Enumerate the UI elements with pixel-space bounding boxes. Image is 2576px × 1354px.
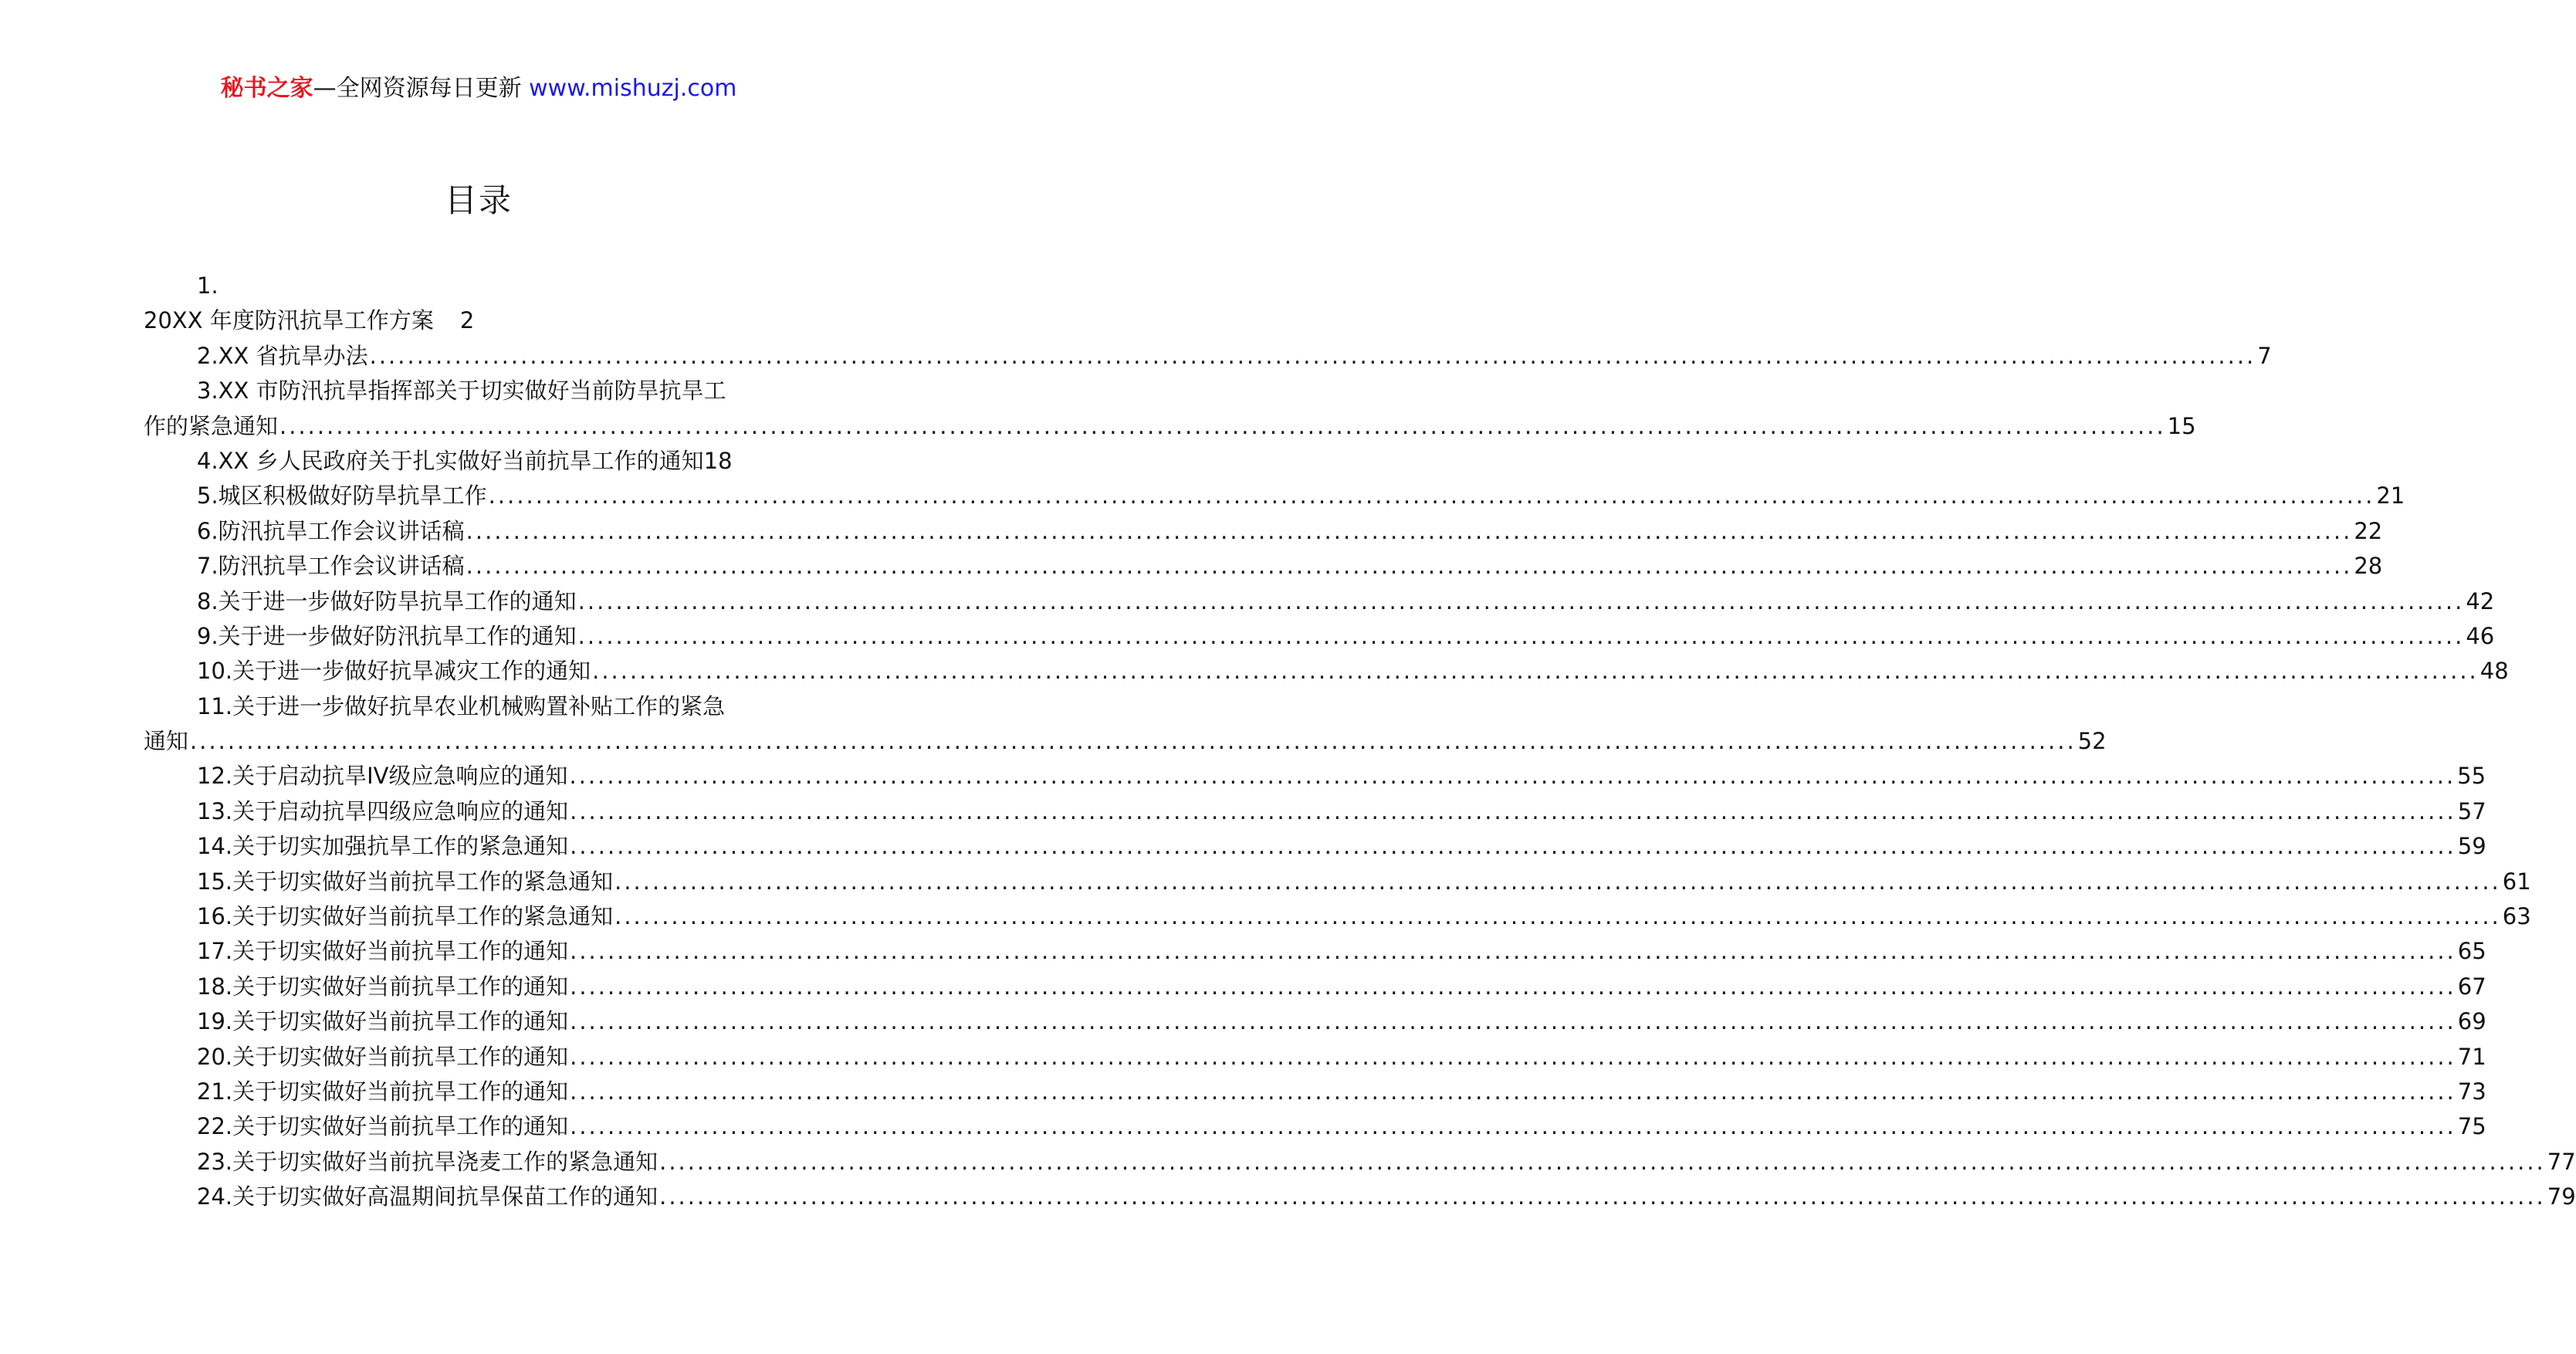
toc-entry-24[interactable] (144, 1180, 2576, 1214)
toc-entry-12[interactable] (144, 759, 2486, 794)
dot-leader (465, 549, 2354, 584)
toc-entry-1[interactable] (144, 303, 815, 338)
toc-entry-page: 73 (2457, 1078, 2486, 1105)
toc-entry-title: 23.关于切实做好当前抗旱浇麦工作的紧急通知 (197, 1148, 658, 1175)
toc-entry-16[interactable] (144, 899, 2531, 934)
site-link[interactable]: www.mishuzj.com (529, 75, 737, 102)
dot-leader (658, 1145, 2547, 1180)
toc-entry-page: 22 (2354, 517, 2383, 544)
toc-entry-1-number-line[interactable] (144, 269, 815, 303)
toc-entry-page: 69 (2457, 1008, 2486, 1035)
toc-entry-title: 17.关于切实做好当前抗旱工作的通知 (197, 938, 569, 965)
toc-entry-page: 46 (2466, 622, 2495, 649)
toc-entry-2[interactable] (144, 339, 2272, 374)
toc-entry-page: 57 (2457, 797, 2486, 824)
header-tagline: —全网资源每日更新 (313, 75, 522, 102)
toc-entry-13[interactable] (144, 794, 2486, 829)
toc-entry-title: 6.防汛抗旱工作会议讲话稿 (197, 517, 465, 544)
toc-entry-9[interactable] (144, 619, 2495, 654)
toc-entry-page: 15 (2167, 412, 2196, 439)
toc-entry-title: 作的紧急通知 (144, 412, 279, 439)
toc-entry-title: 12.关于启动抗旱IV级应急响应的通知 (197, 763, 568, 790)
toc-entry-11-line-1[interactable] (144, 689, 815, 724)
toc-entry-page: 28 (2354, 553, 2383, 580)
toc-entry-title: 通知 (144, 728, 189, 755)
toc-entry-title: 20XX 年度防汛抗旱工作方案 (144, 307, 434, 334)
toc-entry-title: 19.关于切实做好当前抗旱工作的通知 (197, 1008, 569, 1035)
toc-entry-17[interactable] (144, 934, 2486, 969)
toc-entry-3-line-1[interactable] (144, 374, 815, 408)
toc-entry-4[interactable] (144, 444, 815, 479)
toc-entry-19[interactable] (144, 1004, 2486, 1039)
toc-entry-title: 20.关于切实做好当前抗旱工作的通知 (197, 1043, 569, 1070)
toc-entry-page: 7 (2257, 342, 2272, 369)
toc-entry-title: 5.城区积极做好防旱抗旱工作 (197, 482, 487, 509)
toc-entry-15[interactable] (144, 865, 2531, 899)
toc-entry-page: 65 (2457, 938, 2486, 965)
toc-entry-8[interactable] (144, 584, 2495, 619)
toc-entry-page: 18 (703, 447, 733, 474)
toc-entry-page: 59 (2457, 833, 2486, 860)
table-of-contents (144, 269, 2576, 1215)
toc-entry-22[interactable] (144, 1109, 2486, 1144)
page-title: 目录 (444, 181, 513, 219)
toc-entry-title: 8.关于进一步做好防旱抗旱工作的通知 (197, 587, 577, 614)
toc-entry-page: 79 (2547, 1183, 2576, 1210)
toc-entry-title: 3.XX 市防汛抗旱指挥部关于切实做好当前防旱抗旱工 (197, 377, 726, 405)
dot-leader (568, 759, 2458, 794)
toc-entry-page: 75 (2457, 1113, 2486, 1140)
toc-entry-page: 71 (2457, 1043, 2486, 1070)
toc-entry-10[interactable] (144, 654, 2509, 689)
toc-entry-page: 63 (2502, 903, 2531, 930)
toc-entry-title: 22.关于切实做好当前抗旱工作的通知 (197, 1113, 569, 1140)
dot-leader (568, 1040, 2458, 1075)
toc-entry-page: 61 (2502, 868, 2531, 895)
dot-leader (465, 514, 2354, 549)
toc-entry-23[interactable] (144, 1145, 2576, 1180)
dot-leader (577, 584, 2466, 619)
toc-entry-title: 18.关于切实做好当前抗旱工作的通知 (197, 973, 569, 1000)
dot-leader (368, 339, 2258, 374)
dot-leader (487, 479, 2377, 513)
dot-leader (568, 1075, 2458, 1109)
brand-name: 秘书之家 (220, 75, 313, 102)
toc-entry-page: 21 (2376, 482, 2405, 509)
toc-entry-title: 15.关于切实做好当前抗旱工作的紧急通知 (197, 868, 614, 895)
toc-entry-3-line-2[interactable] (144, 409, 2196, 444)
dot-leader (188, 724, 2078, 759)
toc-entry-title: 4.XX 乡人民政府关于扎实做好当前抗旱工作的通知 (197, 447, 704, 474)
dot-leader (278, 409, 2168, 444)
toc-entry-title: 7.防汛抗旱工作会议讲话稿 (197, 553, 465, 580)
toc-entry-number: 1. (197, 272, 218, 299)
dot-leader (658, 1180, 2547, 1214)
toc-entry-20[interactable] (144, 1040, 2486, 1075)
toc-entry-6[interactable] (144, 514, 2383, 549)
toc-entry-page: 42 (2466, 587, 2495, 614)
dot-leader (568, 970, 2458, 1004)
toc-entry-title: 16.关于切实做好当前抗旱工作的紧急通知 (197, 903, 614, 930)
dot-leader (568, 829, 2458, 864)
dot-leader (568, 1109, 2458, 1144)
dot-leader (613, 865, 2503, 899)
toc-entry-page: 2 (459, 307, 475, 334)
toc-entry-title: 13.关于启动抗旱四级应急响应的通知 (197, 797, 569, 824)
toc-entry-title: 21.关于切实做好当前抗旱工作的通知 (197, 1078, 569, 1105)
toc-entry-title: 9.关于进一步做好防汛抗旱工作的通知 (197, 622, 577, 649)
toc-entry-page: 77 (2547, 1148, 2576, 1175)
toc-entry-page: 67 (2457, 973, 2486, 1000)
dot-leader (613, 899, 2503, 934)
toc-entry-title: 14.关于切实加强抗旱工作的紧急通知 (197, 833, 569, 860)
dot-leader (568, 1004, 2458, 1039)
toc-entry-11-line-2[interactable] (144, 724, 2107, 759)
toc-entry-page: 52 (2077, 728, 2107, 755)
toc-entry-7[interactable] (144, 549, 2383, 584)
toc-entry-page: 55 (2457, 763, 2486, 790)
dot-leader (568, 794, 2458, 829)
toc-entry-title: 10.关于进一步做好抗旱减灾工作的通知 (197, 658, 591, 685)
toc-entry-title: 11.关于进一步做好抗旱农业机械购置补贴工作的紧急 (197, 692, 726, 719)
toc-entry-21[interactable] (144, 1075, 2486, 1109)
toc-entry-18[interactable] (144, 970, 2486, 1004)
toc-entry-14[interactable] (144, 829, 2486, 864)
dot-leader (568, 934, 2458, 969)
dot-leader (591, 654, 2480, 689)
toc-entry-5[interactable] (144, 479, 2405, 513)
toc-entry-page: 48 (2480, 658, 2509, 685)
dot-leader (577, 619, 2466, 654)
toc-entry-title: 24.关于切实做好高温期间抗旱保苗工作的通知 (197, 1183, 658, 1210)
toc-entry-title: 2.XX 省抗旱办法 (197, 342, 368, 369)
page-header (0, 73, 957, 104)
